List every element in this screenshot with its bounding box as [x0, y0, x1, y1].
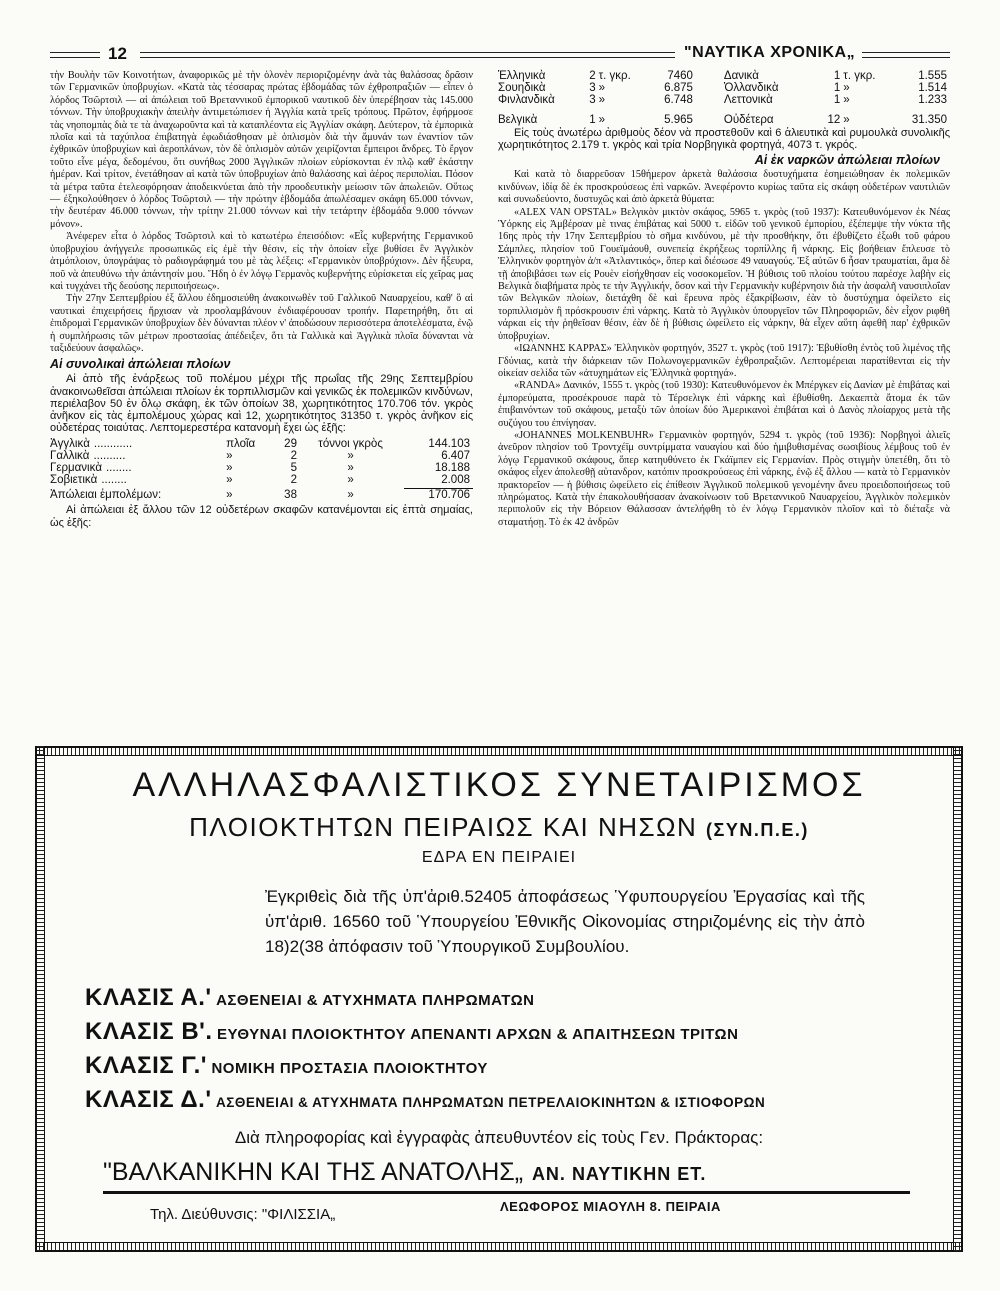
header-rule-right	[862, 52, 950, 58]
country-cell: Δανικὰ	[723, 70, 759, 82]
ad-company-name: ΑΛΛΗΛΑΣΦΑΛΙΣΤΙΚΟΣ ΣΥΝΕΤΑΙΡΙΣΜΟΣ	[132, 766, 866, 804]
ad-border-bottom	[35, 1242, 963, 1252]
article-paragraph: «ALEX VAN OPSTAL» Βελγικὸν μικτὸν σκάφος, 5965 τ. γκρὸς (τοῦ 1937): Κατευθυνόμενον ἐκ Νέας Ὑόρκης εἰς Ἀμβέρσαν μὲ τινας ἐπιβάτας καὶ 5000 τ. εἰδῶν τοῦ γενικοῦ ἐμπορίου, ἐξέπεμψε τὴν νύκτα τῆς 16ης πρὸς τὴν 17ην Σεπτεμβρίου τὸ σῆμα κινδύνου, μὲ τὴν προσθήκην, ὅτι ἐβυθίζετο ἐξωθι τοῦ φάρου Σάμπλες, πλησίον τοῦ Γουεϊμάουθ, συνεπείᾳ ἐκρήξεως τορπίλλης ἢ νάρκης. Εἰς βοήθειαν ἔπλευσε τὸ Ἑλληνικὸν φορτηγὸν ἀ/π «Ἀτλαντικός», ὅπερ καὶ διέσωσε 49 ναυαγούς. Ἐξ αὐτῶν 6 ἦσαν τραυματίαι, ἅμα δὲ τῇ ἀποβιβάσει των εἰς Ρουὲν εἰσήχθησαν εἰς νοσοκομεῖον. Ἡ βύθισις τοῦ πλοίου τούτου παρέσχε λαβὴν εἰς Βελγικὰ διαβήματα πρὸς τε τὴν Ἀγγλικήν, ὅσον καὶ τὴν Γερμανικὴν κυβέρνησιν διὰ τὴν ἀσφαλῆ ναυσιπλοΐαν τῶν Βελγικῶν πλοίων, διετάχθη δὲ καὶ ἔρευνα πρὸς ἐξακρίβωσιν, ἐὰν τὸ δυστύχημα ὀφείλετο εἰς τορπιλλισμὸν ἢ πρόσκρουσιν ἐπὶ νάρκης. Κατὰ τὸ Ἀγγλικὸν ὑπουργεῖον τῶν Πληροφοριῶν, δὲν εἶχον ριφθῆ νάρκαι εἰς τὴν ῥηθεῖσαν θέσιν, ἐὰν δὲ ἡ βύθισις ὠφείλετο εἰς νάρκην, θὰ εἶχεν αὕτη ἀφεθῆ παρ' ἐχθρικῶν ὑποβρυχίων.	[498, 206, 950, 342]
tons-cell: 1.514	[918, 82, 947, 94]
tons-cell: 1.555	[918, 70, 947, 82]
article-paragraph: «RANDA» Δανικόν, 1555 τ. γκρὸς (τοῦ 1930): Κατευθυνόμενον ἐκ Μπέργκεν εἰς Δανίαν μὲ ἐπιβάτας καὶ ἐμπορεύματα, προσέκρουσε παρὰ τὸ Τέρσελιγκ ἐπὶ νάρκης καὶ ἐβυθίσθη. Δεκαεπτὰ ἄτομα ἐκ τῶν ἐπιβαινόντων τοῦ σκάφους, μεταξὺ τῶν ὁποίων δύο Ἀμερικανοὶ ἐπιβάται καὶ ὁ Δανὸς πλοίαρχος μετὰ τῆς συζύγου του ἐπνίγησαν.	[498, 380, 950, 429]
ad-telegraph-address: Τηλ. Διεύθυνσις: "ΦΙΛΙΣΣΙΑ„	[150, 1206, 336, 1223]
country-name: Σοβιετικὰ	[50, 474, 98, 487]
country-cell	[50, 450, 226, 462]
left-column	[50, 70, 473, 529]
article-paragraph: τὴν Βουλὴν τῶν Κοινοτήτων, ἀναφορικῶς μὲ τὴν ὁλονὲν περιοριζομένην ἀνὰ τὰς θαλάσσας δρᾶσιν τῶν Γερμανικῶν ὑποβρυχίων. «Κατὰ τὰς τέσσαρας πρώτας ἑβδομάδας τῶν ἐχθροπραξιῶν — εἶπεν ὁ λόρδος Τσῶρτσιλ — αἱ ἀπώλειαι τοῦ Βρεταννικοῦ ἐμπορικοῦ ναυτικοῦ δὲν ὑπερέβησαν τὰς 145.000 τόννων. Τὴν ὑποβρυχιακὴν ἀπειλὴν ἀντιμετώπισεν ἡ Ἀγγλία κατὰ τρεῖς τρόπους. Πρῶτον, ἐφήρμοσε τὰς νηοπομπὰς διὰ τε τὰ ἀναχωροῦντα καὶ τὰ καταπλέοντα εἰς Ἀγγλίαν σκάφη. Δεύτερον, τὰ ἐμπορικὰ πλοῖα καὶ τὰ ταχύπλοα ἐπιβατηγὰ ἐφωδιάσθησαν μὲ ὁπλισμὸν διὰ τὴν ἄμυνάν των ἐναντίον τῶν ἐχθρικῶν ὑποβρυχίων καὶ ἀεροπλάνων, τὸν δὲ ὁπλισμὸν αὐτῶν χειρίζονται ἔμπειροι ἄνδρες. Τὸ ἔργον τοῦτο εἶνε μέγα, δεδομένου, ὅτι συνήθως 2000 Ἀγγλικῶν πλοίων εὑρίσκονται ἐν πλῷ καθ' ἑκάστην ἡμέραν. Καὶ τρίτον, ἐνετάθησαν αἱ κατὰ τῶν ὑποβρυχίων ἀπὸ θαλάσσης καὶ ἀέρος περιπολίαι. Πόσον τὰ μέτρα ταῦτα ἐτελεσφόρησαν ἀποδεικνύεται ἀπὸ τὴν προοδευτικὴν μείωσιν τῶν ἀπωλειῶν. Οὕτως — ἐξηκολούθησεν ὁ λόρδος Τσῶρτσιλ — τὴν πρώτην ἑβδομάδα ἀπωλέσαμεν σκάφη 65.000 τόννων, τὴν δευτέραν 46.000 τόννων, τὴν τρίτην 21.000 τόννων καὶ τὴν τετάρτην ἑβδομάδα 9.000 τόννων μόνον».	[50, 70, 473, 230]
class-label: ΚΛΑΣΙΣ Γ.'	[85, 1052, 207, 1079]
country-cell: Φινλανδικὰ	[498, 94, 555, 106]
ships-cell: 5	[290, 462, 297, 475]
unit-cell: »	[598, 114, 606, 126]
table-total-row	[50, 489, 473, 502]
unit-cell: »	[226, 474, 233, 487]
class-label: ΚΛΑΣΙΣ Α.'	[85, 984, 212, 1011]
count-cell: 3	[589, 82, 596, 94]
country-cell: Λεττονικὰ	[723, 94, 773, 106]
unit-cell: »	[226, 462, 233, 475]
leader-dots: ........	[105, 462, 132, 475]
belligerent-losses-table	[50, 438, 473, 501]
page-number: 12	[108, 44, 127, 63]
unit2-cell: τόννοι γκρὸς	[318, 438, 383, 451]
ad-company-line2: ΠΛΟΙΟΚΤΗΤΩΝ ΠΕΙΡΑΙΩΣ ΚΑΙ ΝΗΣΩΝ	[189, 812, 698, 842]
country-cell: Ἑλληνικὰ	[498, 70, 546, 82]
ships-cell: 2	[290, 450, 297, 463]
ad-approval-text: Ἐγκριθεὶς διὰ τῆς ὑπ'ἀριθ.52405 ἀποφάσεως Ὑφυπουργείου Ἐργασίας καὶ τῆς ὑπ'ἀριθ. 16560 τοῦ Ὑπουργείου Ἐθνικῆς Οἰκονομίας στηριζομένης εἰς τὴν ἀπὸ 18)2(38 ἀπόφασιν τοῦ Ὑπουργικοῦ Συμβουλίου.	[265, 887, 865, 956]
class-label: ΚΛΑΣΙΣ Β'.	[85, 1018, 213, 1045]
right-column	[498, 70, 950, 529]
spacer-cell	[498, 106, 950, 114]
ad-company-abbr: (ΣΥΝ.Π.Ε.)	[706, 820, 809, 840]
unit2-cell: »	[347, 474, 354, 487]
country-cell	[50, 438, 226, 450]
class-text: ΑΣΘΕΝΕΙΑΙ & ΑΤΥΧΗΜΑΤΑ ΠΛΗΡΩΜΑΤΩΝ	[216, 992, 535, 1009]
publication-title: "ΝΑΥΤΙΚΑ ΧΡΟΝΙΚΑ„	[684, 44, 856, 61]
class-label: ΚΛΑΣΙΣ Δ.'	[85, 1086, 212, 1113]
total-tons: 170.706	[404, 489, 473, 502]
country-name: Γερμανικὰ	[50, 462, 102, 475]
class-text: ΑΣΘΕΝΕΙΑΙ & ΑΤΥΧΗΜΑΤΑ ΠΛΗΡΩΜΑΤΩΝ ΠΕΤΡΕΛΑΙΟΚΙΝΗΤΩΝ & ΙΣΤΙΟΦΟΡΩΝ	[216, 1095, 766, 1110]
agent-suffix: ΑΝ. ΝΑΥΤΙΚΗΝ ΕΤ.	[531, 1164, 707, 1184]
table-row	[50, 438, 473, 450]
unit-cell: πλοῖα	[226, 438, 256, 451]
unit-cell: »	[598, 94, 606, 106]
ad-class-a	[85, 984, 534, 1012]
country-cell: Ὀλλανδικὰ	[723, 82, 779, 94]
ad-info-line: Διὰ πληροφορίας καὶ ἐγγραφὰς ἀπευθυντέον εἰς τοὺς Γεν. Πράκτορας:	[234, 1128, 764, 1147]
ad-class-c	[85, 1052, 488, 1080]
count-cell: 1	[833, 94, 841, 106]
class-text: ΝΟΜΙΚΗ ΠΡΟΣΤΑΣΙΑ ΠΛΟΙΟΚΤΗΤΟΥ	[211, 1060, 488, 1077]
count-cell: 2	[589, 70, 596, 82]
unit-cell: »	[598, 82, 606, 94]
class-text: ΕΥΘΥΝΑΙ ΠΛΟΙΟΚΤΗΤΟΥ ΑΠΕΝΑΝΤΙ ΑΡΧΩΝ & ΑΠΑΙΤΗΣΕΩΝ ΤΡΙΤΩΝ	[216, 1026, 739, 1043]
article-paragraph: «JOHANNES MOLKENBUHR» Γερμανικὸν φορτηγόν, 5294 τ. γκρὸς (τοῦ 1936): Νορβηγοὶ ἁλιεῖς ἀνεῦρον πλησίον τοῦ Τροντχέϊμ συντρίμματα ναυαγίου καὶ δύο ἡμιβυθισμένας σωσιβίους λέμβους τοῦ ἐν λόγῳ Γερμανικοῦ σκάφους, ὅπερ κατηυθύνετο ἐκ Γκάϊμπεν εἰς Γερμανίαν. Πρὸς στιγμὴν ὑπετέθη, ὅτι τὸ σκάφος εἶχεν ἀπολεσθῇ αὐτανδρον, κατόπιν προσκρούσεως ἐπὶ νάρκης, ἐνῷ ἐξ ἄλλου — κατὰ τὸ Γερμανικὸν πρακτορεῖον — ἡ βύθισις ὠφείλετο εἰς ἐπίθεσιν Ἀγγλικοῦ πολεμικοῦ γενομένην ἄνευ προειδοποιήσεως τοῦ πληρώματος. Κατὰ τὴν ἐπακολουθήσασαν ἀνακοίνωσιν τοῦ Βρεταννικοῦ Ναυαρχείου, Ἀγγλικὸν πολεμικὸν περιπολοῦν εἰς τὴν Βόρειον Θάλασσαν ἀντελήφθη τὸ ἐν λόγῳ Γερμανικὸν πλοῖον καὶ τὸ διέταξε νὰ σταματήσῃ. Τὸ ἐκ 42 ἀνδρῶν	[498, 429, 950, 528]
table-row	[498, 94, 950, 106]
tons-cell: 6.875	[664, 82, 693, 94]
table-row	[498, 114, 950, 126]
country-cell: Βελγικὰ	[498, 114, 538, 126]
tons-cell: 1.233	[918, 94, 947, 106]
unit-cell: »	[843, 114, 850, 126]
unit2-cell: »	[347, 462, 354, 475]
count-cell: 1	[833, 82, 841, 94]
ad-street-address: ΛΕΩΦΟΡΟΣ ΜΙΑΟΥΛΗ 8. ΠΕΙΡΑΙΑ	[500, 1199, 721, 1214]
section-heading-mine-losses: Αἱ ἐκ ναρκῶν ἀπώλειαι πλοίων	[754, 153, 940, 168]
tons-cell: 7460	[667, 70, 693, 82]
country-name: Γαλλικὰ	[50, 450, 90, 463]
count-cell: 12	[827, 114, 841, 126]
header-rule-left	[50, 52, 100, 58]
tons-cell: 5.965	[664, 114, 693, 126]
count-cell: 1	[589, 114, 596, 126]
country-cell: Οὐδέτερα	[723, 114, 774, 126]
article-paragraph: «ΙΩΑΝΝΗΣ ΚΑΡΡΑΣ» Ἑλληνικὸν φορτηγόν, 3527 τ. γκρὸς (τοῦ 1917): Ἐβυθίσθη ἐντὸς τοῦ λιμένος τῆς Γδύνιας, κατὰ τὴν διάρκειαν τῶν Πολωνογερμανικῶν ἐχθροπραξιῶν. Λεπτομέρειαι παρατίθενται εἰς τὴν οἰκείαν σελίδα τῶν «ἀτυχημάτων εἰς Ἑλληνικὰ φορτηγά».	[498, 343, 950, 379]
ships-cell: 2	[290, 474, 297, 487]
country-name: Ἀγγλικὰ	[50, 438, 90, 451]
unit-cell: »	[226, 450, 233, 463]
article-paragraph: Αἱ ἀπὸ τῆς ἐνάρξεως τοῦ πολέμου μέχρι τῆς πρωΐας τῆς 29ης Σεπτεμβρίου ἀνακοινωθεῖσαι ἀπώλειαι πλοίων ἐκ τορπιλλισμῶν καὶ γενικῶς ἐκ πολεμικῶν κινδύνων, περιέλαβον 50 ἐν ὅλῳ σκάφη, ἐκ τῶν ὁποίων 38, χωρητικότητος 170.706 τόν. γκρὸς ἀνῆκον εἰς τὰς ἐμπολέμους χώρας καὶ 12, χωρητικότητος 31350 τ. γκρὸς ἀνῆκον εἰς οὐδετέρας τοιαύτας. Λεπτομερεστέρα κατανομὴ ἔχει ὡς ἑξῆς:	[50, 373, 473, 435]
ad-class-d	[85, 1086, 765, 1114]
unit-cell: »	[843, 82, 850, 94]
total-ships: 38	[284, 489, 297, 502]
neutral-losses-table	[498, 70, 950, 126]
unit2-cell: »	[347, 450, 354, 463]
total-unit: »	[226, 489, 233, 502]
country-cell	[50, 474, 226, 486]
agent-name: "ΒΑΛΚΑΝΙΚΗΝ ΚΑΙ ΤΗΣ ΑΝΑΤΟΛΗΣ„	[103, 1158, 524, 1186]
tons-cell: 18.188	[434, 462, 470, 475]
table-row	[498, 82, 950, 94]
ad-seat: ΕΔΡΑ ΕΝ ΠΕΙΡΑΙΕΙ	[421, 849, 577, 866]
total-label: Ἀπώλειαι ἐμπολέμων:	[50, 489, 162, 502]
tons-cell: 31.350	[911, 114, 947, 126]
table-row	[50, 462, 473, 474]
tons-cell: 2.008	[441, 474, 470, 487]
table-spacer	[498, 106, 950, 114]
leader-dots: ..........	[93, 450, 126, 463]
header-rule-middle	[140, 52, 675, 58]
table-row	[50, 450, 473, 462]
ad-agent-underline	[103, 1191, 910, 1194]
ad-class-b	[85, 1018, 738, 1046]
unit-cell: τ. γκρ.	[598, 70, 631, 82]
count-cell: 1	[833, 70, 841, 82]
article-paragraph: Καὶ κατὰ τὸ διαρρεῦσαν 15θήμερον ἀρκετὰ θαλάσσια δυστυχήματα ἐσημειώθησαν ἐκ πολεμικῶν κινδύνων, ἰδίᾳ δὲ ἐκ προσκρούσεως ἐπὶ ναρκῶν. Ἀνεφέροντο κυρίως ταῦτα εἰς σκάφη οὐδετέρων ναυτιλιῶν καὶ συνωδεύοντο, δυστυχῶς καὶ ἀπὸ ἀρκετὰ θύματα:	[498, 169, 950, 206]
unit-cell: »	[843, 94, 850, 106]
total-unit2: »	[347, 489, 354, 502]
table-row	[498, 70, 950, 82]
article-paragraph: Ἀνέφερεν εἶτα ὁ λόρδος Τσῶρτσιλ καὶ τὸ κατωτέρω ἐπεισόδιον: «Εἷς κυβερνήτης Γερμανικοῦ ὑποβρυχίου ἀνήγγειλε προσωπικῶς εἰς ἐμὲ τὴν θέσιν, εἰς τὴν ὁποίαν εἶχε βυθίσει ἓν Ἀγγλικὸν ἀτμόπλοιον, ὑπογράψας τὸ ραδιογράφημά του μὲ τὰς λέξεις: «Γερμανικὸν ὑποβρύχιον». Δὲν ἤξευρα, ποῦ νὰ ἀπευθύνω τὴν ἀπάντησίν μου. Ἤδη ὁ ἐν λόγῳ Γερμανὸς κυβερνήτης εὑρίσκεται εἰς χεῖρας μας καὶ τυγχάνει τῆς δεούσης περιποιήσεως».	[50, 231, 473, 292]
unit-cell: τ. γκρ.	[843, 70, 876, 82]
ships-cell: 29	[284, 438, 297, 451]
leader-dots: ............	[93, 438, 133, 451]
article-paragraph: Εἰς τοὺς ἀνωτέρω ἀριθμοὺς δέον νὰ προστεθοῦν καὶ 6 ἁλιευτικὰ καὶ ρυμουλκὰ συνολικῆς χωρητικότητος 2.179 τ. γκρὸς καὶ τρία Νορβηγικὰ φορτηγά, 4073 τ. γκρός.	[498, 127, 950, 152]
insurance-advertisement	[35, 746, 963, 1252]
count-cell: 3	[589, 94, 596, 106]
article-paragraph: Τὴν 27ην Σεπτεμβρίου ἐξ ἄλλου ἐδημοσιεύθη ἀνακοινωθὲν τοῦ Γαλλικοῦ Ναυαρχείου, καθ' ὃ αἱ ναυτικαὶ ἐπιχειρήσεις ἤρχισαν νὰ προσλαμβάνουν ἐνδιαφέρουσαν τροπήν. Παρετηρήθη, ὅτι αἱ ἐπιδρομαὶ Γερμανικῶν ὑποβρυχίων δὲν δύνανται πλέον ν' ἀποδώσουν περισσότερα ἀποτελέσματα, ἐνῷ ἡ συμπλήρωσις τῶν μέτρων προστασίας ἀπέδειξεν, ὅτι τὰ Γαλλικὰ καὶ Ἀγγλικὰ πλοῖα δύνανται νὰ ταξιδεύουν ἀσφαλῶς».	[50, 293, 473, 354]
tons-cell: 144.103	[428, 438, 470, 451]
country-cell: Σουηδικὰ	[498, 82, 546, 94]
table-row	[50, 474, 473, 486]
country-cell	[50, 462, 226, 474]
ad-border-top	[35, 746, 963, 756]
leader-dots: ........	[101, 474, 127, 487]
ad-company-subtitle	[35, 812, 963, 843]
article-paragraph: Αἱ ἀπώλειαι ἐξ ἄλλου τῶν 12 οὐδετέρων σκαφῶν κατανέμονται εἰς ἑπτὰ σημαίας, ὡς ἑξῆς:	[50, 504, 473, 529]
tons-cell: 6.407	[441, 450, 470, 463]
tons-cell: 6.748	[664, 94, 693, 106]
section-heading-total-losses: Αἱ συνολικαὶ ἀπώλειαι πλοίων	[50, 357, 231, 372]
ad-agent-line	[103, 1158, 706, 1187]
